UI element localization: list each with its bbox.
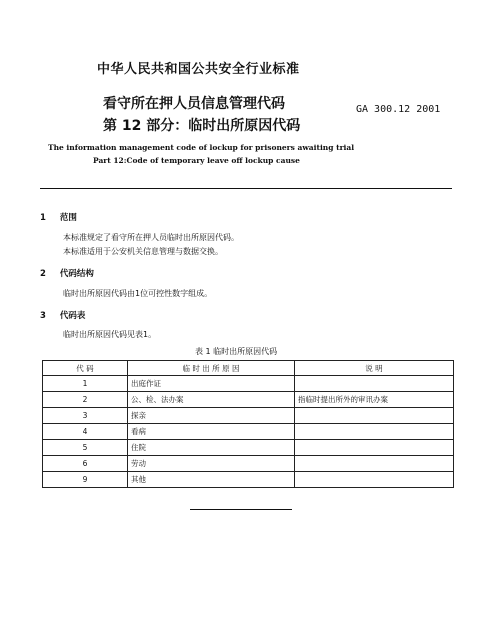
- table-row: [43, 392, 454, 408]
- english-title-line1: The information management code of lockup for prisoners awaiting trial: [48, 143, 355, 152]
- cell-cause: 出庭作证: [128, 376, 295, 392]
- document-title-line2: 第 12 部分：临时出所原因代码: [103, 118, 301, 134]
- section-2-heading: [40, 267, 94, 279]
- section-number: 3: [40, 311, 46, 321]
- section-number: 1: [40, 213, 46, 223]
- cell-note: [295, 440, 454, 456]
- table-row: [43, 440, 454, 456]
- table-row: [43, 408, 454, 424]
- section-1-paragraph-1: 本标准规定了看守所在押人员临时出所原因代码。: [63, 233, 239, 242]
- section-3-paragraph-1: 临时出所原因代码见表1。: [63, 330, 157, 339]
- table-caption: 表 1 临时出所原因代码: [195, 347, 278, 356]
- cell-code: 9: [43, 472, 128, 488]
- cell-cause: 劳动: [128, 456, 295, 472]
- cell-cause: 公、检、法办案: [128, 392, 295, 408]
- section-title: 代码结构: [59, 269, 94, 279]
- cell-note: [295, 376, 454, 392]
- section-2-paragraph-1: 临时出所原因代码由1位可控性数字组成。: [63, 289, 213, 298]
- section-1-paragraph-2: 本标准适用于公安机关信息管理与数据交换。: [63, 247, 223, 256]
- section-number: 2: [40, 269, 46, 279]
- table-row: [43, 376, 454, 392]
- cell-cause: 探亲: [128, 408, 295, 424]
- cause-code-table: [42, 360, 454, 488]
- cell-note: [295, 408, 454, 424]
- cell-cause: 看病: [128, 424, 295, 440]
- header-divider: [40, 188, 452, 189]
- english-title-line2: Part 12:Code of temporary leave off lockup cause: [93, 156, 300, 165]
- cell-note: 指临时提出所外的审讯办案: [295, 392, 454, 408]
- cell-note: [295, 472, 454, 488]
- cell-code: 6: [43, 456, 128, 472]
- table-row: [43, 424, 454, 440]
- cell-note: [295, 456, 454, 472]
- header-code: 代 码: [43, 361, 128, 376]
- cell-code: 5: [43, 440, 128, 456]
- cell-code: 4: [43, 424, 128, 440]
- section-1-heading: [40, 211, 77, 223]
- header-note: 说 明: [295, 361, 454, 376]
- section-title: 范围: [59, 213, 77, 223]
- standard-organization: 中华人民共和国公共安全行业标准: [97, 62, 300, 77]
- section-title: 代码表: [59, 311, 86, 321]
- header-cause: 临 时 出 所 原 因: [128, 361, 295, 376]
- table-row: [43, 456, 454, 472]
- cell-code: 2: [43, 392, 128, 408]
- standard-code: GA 300.12 2001: [356, 104, 441, 115]
- section-3-heading: [40, 309, 85, 321]
- cell-cause: 住院: [128, 440, 295, 456]
- table-header-row: [43, 361, 454, 376]
- cell-cause: 其他: [128, 472, 295, 488]
- table-row: [43, 472, 454, 488]
- end-of-document-line: [190, 509, 292, 510]
- cell-code: 3: [43, 408, 128, 424]
- cell-code: 1: [43, 376, 128, 392]
- document-title-line1: 看守所在押人员信息管理代码: [103, 96, 285, 112]
- cell-note: [295, 424, 454, 440]
